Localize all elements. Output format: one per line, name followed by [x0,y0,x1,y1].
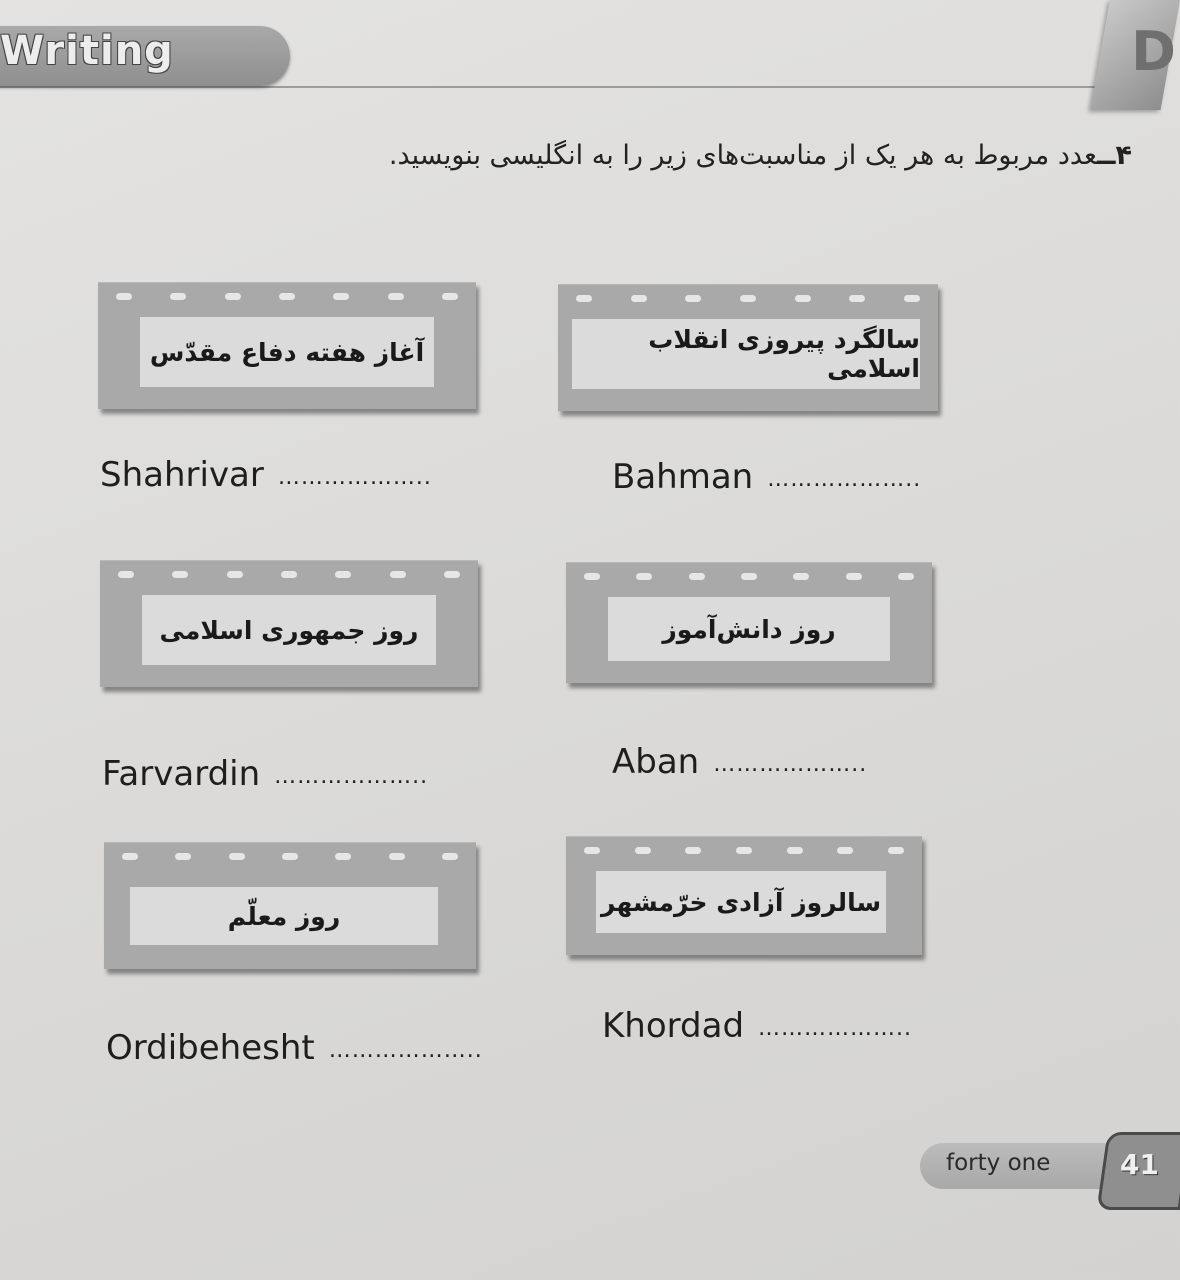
occasion-label: سالگرد پیروزی انقلاب اسلامی [572,319,920,389]
occasion-label: روز جمهوری اسلامی [142,595,436,665]
month-label: Aban [612,742,700,782]
answer-line [102,754,428,794]
occasion-card [566,836,922,955]
month-label: Khordad [602,1006,745,1046]
instruction-text: عدد مربوط به هر یک از مناسبت‌های زیر را به انگلیسی بنویسید. [388,140,1098,171]
answer-line [100,455,432,495]
section-title: Writing [0,28,174,74]
occasion-card [558,284,938,411]
exercise-number: ۴ــ [1097,140,1132,171]
blank-line[interactable]: ……………….. [767,467,922,492]
occasion-label: روز دانش‌آموز [608,597,890,661]
month-label: Shahrivar [100,455,264,495]
month-label: Bahman [612,457,754,497]
blank-line[interactable]: ……………….. [274,764,429,789]
card-holes [584,573,914,580]
answer-line [612,457,921,497]
answer-line [612,742,867,782]
occasion-card [566,562,932,683]
card-holes [576,295,920,302]
card-holes [122,853,458,860]
card-holes [118,571,460,578]
occasion-card [98,282,476,409]
card-holes [116,293,458,300]
blank-line[interactable]: ……………….. [277,465,432,490]
month-label: Farvardin [102,754,261,794]
occasion-label: روز معلّم [130,887,438,945]
occasion-label: سالروز آزادی خرّمشهر [596,871,886,933]
month-label: Ordibehesht [106,1028,315,1068]
page-words: forty one [946,1150,1051,1176]
occasion-label: آغاز هفته دفاع مقدّس [140,317,434,387]
answer-line [602,1006,912,1046]
blank-line[interactable]: ……………….. [758,1016,913,1041]
card-holes [584,847,904,854]
blank-line[interactable]: ……………….. [328,1038,483,1063]
occasion-card [100,560,478,687]
occasion-card [104,842,476,969]
page-number: 41 [1120,1148,1159,1181]
exercise-instruction [232,140,1132,171]
corner-letter: D [1131,20,1176,83]
answer-line [106,1028,483,1068]
blank-line[interactable]: ……………….. [713,752,868,777]
